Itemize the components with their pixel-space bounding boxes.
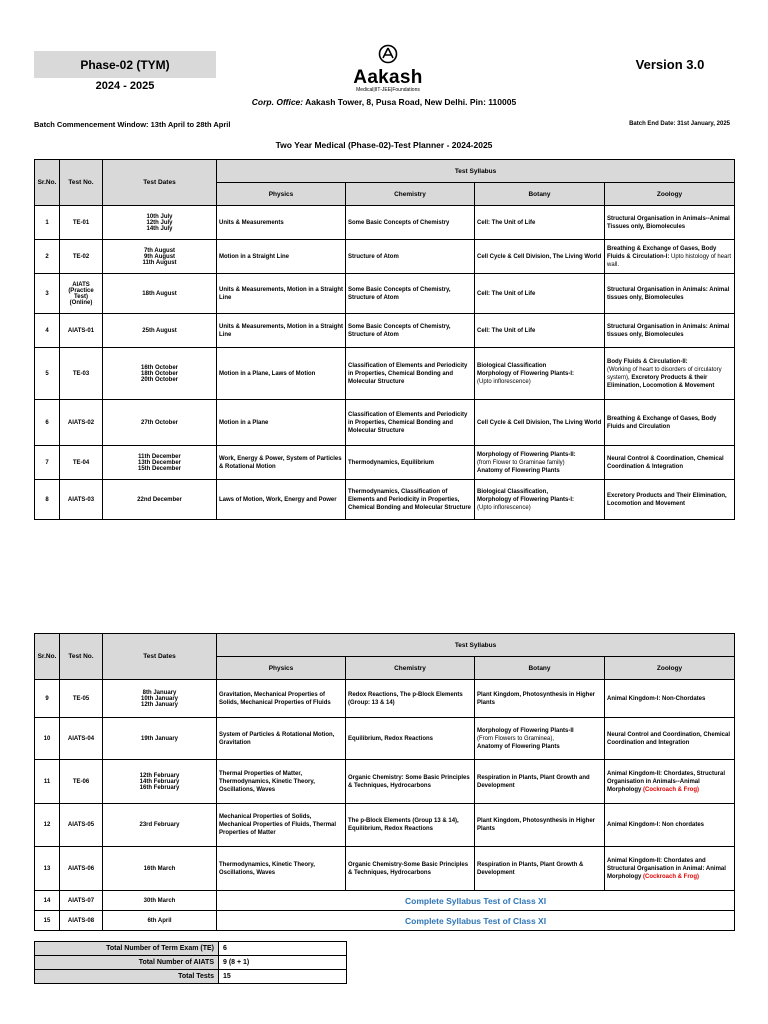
sr-no-cell: 8	[35, 480, 60, 520]
physics-syllabus-cell	[217, 446, 346, 480]
chemistry-syllabus-cell	[346, 480, 475, 520]
physics-topic: System of Particles & Rotational Motion, Gravitation	[219, 731, 335, 746]
test-dates-cell: 6th April	[103, 911, 217, 931]
zoology-syllabus-cell	[605, 206, 735, 240]
botany-topic: Cell Cycle & Cell Division, The Living World	[477, 253, 602, 260]
table-row	[35, 480, 735, 520]
test-dates-cell: 16th October 18th October 20th October	[103, 348, 217, 400]
zoology-topic: Animal Kingdom-II: Chordates, Structural Organisation in Animals--Animal Morphology	[607, 770, 726, 793]
sr-no-cell: 11	[35, 760, 60, 804]
physics-topic: Units & Measurements, Motion in a Straight Line	[219, 323, 344, 338]
full-syllabus-cell: Complete Syllabus Test of Class XI	[217, 911, 735, 931]
totals-label: Total Number of AIATS	[35, 956, 219, 970]
physics-header: Physics	[217, 183, 346, 206]
srno-header: Sr.No.	[35, 160, 60, 206]
physics-syllabus-cell	[217, 240, 346, 274]
zoology-topic: Structural Organisation in Animals: Animal tissues only, Biomolecules	[607, 286, 730, 301]
chemistry-topic: Equilibrium, Redox Reactions	[348, 735, 434, 742]
sr-no-cell: 7	[35, 446, 60, 480]
table-row	[35, 446, 735, 480]
zoology-header: Zoology	[605, 183, 735, 206]
physics-topic: Work, Energy & Power, System of Particles & Rotational Motion	[219, 455, 342, 470]
botany-header: Botany	[475, 183, 605, 206]
table-2-body	[35, 680, 735, 931]
zoology-topic: Neural Control & Coordination, Chemical Coordination & Integration	[607, 455, 724, 470]
table-row	[35, 348, 735, 400]
test-dates-cell: 16th March	[103, 847, 217, 891]
botany-topic: Cell: The Unit of Life	[477, 219, 536, 226]
sr-no-cell: 12	[35, 804, 60, 847]
chemistry-syllabus-cell	[346, 847, 475, 891]
botany-syllabus-cell	[475, 804, 605, 847]
zoology-topic: Breathing & Exchange of Gases, Body Fluids and Circulation	[607, 415, 717, 430]
test-no-cell: TE-05	[60, 680, 103, 718]
test-dates-cell: 12th February 14th February 16th February	[103, 760, 217, 804]
physics-topic: Gravitation, Mechanical Properties of Solids, Mechanical Properties of Fluids	[219, 691, 331, 706]
totals-label: Total Number of Term Exam (TE)	[35, 942, 219, 956]
botany-topic-extra: Anatomy of Flowering Plants	[477, 743, 560, 750]
test-no-cell: AIATS-05	[60, 804, 103, 847]
zoology-syllabus-cell	[605, 680, 735, 718]
zoology-topic: Body Fluids & Circulation-II:	[607, 358, 688, 365]
zoology-note: Upto histology of heart wall.	[607, 253, 732, 268]
table-row	[35, 911, 735, 931]
dates-header: Test Dates	[103, 634, 217, 680]
zoology-syllabus-cell	[605, 314, 735, 348]
sr-no-cell: 6	[35, 400, 60, 446]
zoology-topic: Animal Kingdom-I: Non chordates	[607, 822, 705, 828]
physics-syllabus-cell	[217, 480, 346, 520]
botany-syllabus-cell	[475, 314, 605, 348]
chemistry-syllabus-cell	[346, 274, 475, 314]
chemistry-syllabus-cell	[346, 718, 475, 760]
table-row	[35, 274, 735, 314]
physics-syllabus-cell	[217, 680, 346, 718]
corp-office-address: Aakash Tower, 8, Pusa Road, New Delhi. Pin: 110005	[305, 97, 517, 107]
table-row	[35, 804, 735, 847]
chemistry-syllabus-cell	[346, 314, 475, 348]
table-row	[35, 891, 735, 911]
chemistry-topic: Some Basic Concepts of Chemistry, Structure of Atom	[348, 323, 451, 338]
botany-topic: Plant Kingdom, Photosynthesis in Higher Plants	[477, 818, 596, 832]
zoology-topic: Animal Kingdom-II: Chordates and Structural Organisation in Animal: Animal Morphology	[607, 857, 726, 880]
botany-topic: Morphology of Flowering Plants-II:	[477, 451, 576, 458]
test-no-cell: AIATS-03	[60, 480, 103, 520]
sr-no-cell: 2	[35, 240, 60, 274]
chemistry-topic: Organic Chemistry-Some Basic Principles & Techniques, Hydrocarbons	[348, 861, 469, 876]
physics-syllabus-cell	[217, 206, 346, 240]
zoology-topic: Structural Organisation in Animals: Animal tissues only, Biomolecules	[607, 323, 730, 338]
totals-label: Total Tests	[35, 970, 219, 984]
zoology-topic-extra: Excretory Products & their Elimination, Locomotion & Movement	[607, 374, 715, 389]
zoology-syllabus-cell	[605, 240, 735, 274]
physics-topic: Units & Measurements, Motion in a Straight Line	[219, 286, 344, 301]
zoology-syllabus-cell	[605, 760, 735, 804]
chemistry-header: Chemistry	[346, 657, 475, 680]
chemistry-topic: Thermodynamics, Classification of Elements and Periodicity in Properties, Chemical Bonding and Molecular Structure	[348, 488, 472, 511]
srno-header: Sr.No.	[35, 634, 60, 680]
version-label: Version 3.0	[635, 57, 705, 72]
logo-emblem-icon	[377, 44, 399, 64]
chemistry-topic: Classification of Elements and Periodicity in Properties, Chemical Bonding and Molecular Structure	[348, 362, 468, 385]
physics-topic: Units & Measurements	[219, 219, 284, 226]
physics-topic: Thermal Properties of Matter, Thermodynamics, Kinetic Theory, Oscillations, Waves	[219, 770, 315, 793]
zoology-header: Zoology	[605, 657, 735, 680]
physics-topic: Mechanical Properties of Solids, Mechanical Properties of Fluids, Thermal Properties of Matter	[219, 814, 337, 836]
botany-topic: Biological Classification Morphology of Flowering Plants-I:	[477, 362, 574, 377]
botany-syllabus-cell	[475, 718, 605, 760]
sr-no-cell: 9	[35, 680, 60, 718]
test-dates-cell: 18th August	[103, 274, 217, 314]
test-dates-cell: 23rd February	[103, 804, 217, 847]
chemistry-topic: Thermodynamics, Equilibrium	[348, 459, 435, 466]
test-dates-cell: 22nd December	[103, 480, 217, 520]
chemistry-header: Chemistry	[346, 183, 475, 206]
zoology-topic: Animal Kingdom-I: Non-Chordates	[607, 695, 706, 702]
totals-row	[35, 942, 347, 956]
chemistry-topic: Organic Chemistry: Some Basic Principles & Techniques, Hydrocarbons	[348, 774, 470, 789]
sr-no-cell: 4	[35, 314, 60, 348]
botany-note: (Upto inflorescence)	[477, 504, 531, 511]
test-no-cell: TE-06	[60, 760, 103, 804]
botany-syllabus-cell	[475, 274, 605, 314]
test-no-cell: TE-03	[60, 348, 103, 400]
botany-syllabus-cell	[475, 760, 605, 804]
botany-syllabus-cell	[475, 680, 605, 718]
test-no-cell: TE-01	[60, 206, 103, 240]
sr-no-cell: 10	[35, 718, 60, 760]
totals-table	[34, 941, 347, 984]
test-planner-table-1	[34, 159, 735, 520]
chemistry-topic: Redox Reactions, The p-Block Elements (Group: 13 & 14)	[348, 691, 463, 706]
chemistry-syllabus-cell	[346, 206, 475, 240]
syllabus-header: Test Syllabus	[217, 634, 735, 657]
botany-topic: Respiration in Plants, Plant Growth and Development	[477, 774, 590, 789]
table-row	[35, 240, 735, 274]
totals-value: 9 (8 + 1)	[219, 956, 347, 970]
table-row	[35, 847, 735, 891]
botany-syllabus-cell	[475, 480, 605, 520]
zoology-syllabus-cell	[605, 847, 735, 891]
chemistry-syllabus-cell	[346, 446, 475, 480]
chemistry-syllabus-cell	[346, 400, 475, 446]
chemistry-syllabus-cell	[346, 348, 475, 400]
chemistry-syllabus-cell	[346, 240, 475, 274]
test-dates-cell: 27th October	[103, 400, 217, 446]
chemistry-topic: Some Basic Concepts of Chemistry	[348, 219, 450, 226]
zoology-topic: Excretory Products and Their Elimination, Locomotion and Movement	[607, 492, 727, 507]
test-no-cell: AIATS-01	[60, 314, 103, 348]
physics-syllabus-cell	[217, 804, 346, 847]
physics-syllabus-cell	[217, 718, 346, 760]
botany-note: (from Flower to Graminae family)	[477, 459, 565, 466]
corp-office	[0, 97, 768, 107]
chemistry-syllabus-cell	[346, 760, 475, 804]
test-dates-cell: 25th August	[103, 314, 217, 348]
dates-header: Test Dates	[103, 160, 217, 206]
botany-topic: Respiration in Plants, Plant Growth & Development	[477, 861, 584, 876]
zoology-syllabus-cell	[605, 348, 735, 400]
botany-syllabus-cell	[475, 400, 605, 446]
test-dates-cell: 7th August 9th August 11th August	[103, 240, 217, 274]
planner-title: Two Year Medical (Phase-02)-Test Planner - 2024-2025	[275, 140, 493, 150]
sr-no-cell: 5	[35, 348, 60, 400]
test-dates-cell: 11th December 13th December 15th December	[103, 446, 217, 480]
physics-topic: Motion in a Plane, Laws of Motion	[219, 370, 316, 377]
botany-topic: Cell: The Unit of Life	[477, 290, 536, 297]
zoology-highlight: (Cockroach & Frog)	[641, 786, 699, 793]
zoology-topic: Neural Control and Coordination, Chemical Coordination and Integration	[607, 731, 731, 746]
totals-row	[35, 956, 347, 970]
physics-syllabus-cell	[217, 348, 346, 400]
physics-topic: Motion in a Straight Line	[219, 253, 289, 260]
botany-syllabus-cell	[475, 847, 605, 891]
batch-window: Batch Commencement Window: 13th April to 28th April	[34, 120, 231, 129]
batch-end-date: Batch End Date: 31st January, 2025	[629, 121, 730, 127]
botany-syllabus-cell	[475, 446, 605, 480]
chemistry-syllabus-cell	[346, 680, 475, 718]
zoology-topic: Structural Organisation in Animals--Animal Tissues only, Biomolecules	[607, 215, 730, 230]
logo-wordmark: Aakash	[353, 67, 423, 88]
table-row	[35, 206, 735, 240]
sr-no-cell: 15	[35, 911, 60, 931]
zoology-syllabus-cell	[605, 446, 735, 480]
botany-syllabus-cell	[475, 240, 605, 274]
chemistry-topic: The p-Block Elements (Group 13 & 14), Equilibrium, Redox Reactions	[348, 818, 459, 832]
syllabus-header: Test Syllabus	[217, 160, 735, 183]
aakash-logo	[338, 44, 438, 92]
zoology-highlight: (Cockroach & Frog)	[641, 873, 699, 880]
chemistry-topic: Structure of Atom	[348, 253, 399, 260]
test-planner-table-2	[34, 633, 735, 931]
table-row	[35, 680, 735, 718]
botany-topic: Biological Classification, Morphology of Flowering Plants-I:	[477, 488, 574, 503]
academic-year: 2024 - 2025	[95, 80, 155, 92]
physics-syllabus-cell	[217, 400, 346, 446]
test-no-cell: AIATS (Practice Test) (Online)	[60, 274, 103, 314]
botany-note: (From Flowers to Graminea),	[477, 735, 555, 742]
testno-header: Test No.	[60, 160, 103, 206]
sr-no-cell: 1	[35, 206, 60, 240]
physics-topic: Thermodynamics, Kinetic Theory, Oscillations, Waves	[219, 861, 315, 876]
sr-no-cell: 14	[35, 891, 60, 911]
chemistry-syllabus-cell	[346, 804, 475, 847]
totals-value: 6	[219, 942, 347, 956]
zoology-topic: Breathing & Exchange of Gases, Body Fluids & Circulation-I:	[607, 245, 717, 260]
test-no-cell: AIATS-06	[60, 847, 103, 891]
botany-note: (Upto inflorescence)	[477, 378, 531, 385]
test-no-cell: TE-02	[60, 240, 103, 274]
test-no-cell: AIATS-08	[60, 911, 103, 931]
zoology-syllabus-cell	[605, 400, 735, 446]
totals-row	[35, 970, 347, 984]
test-dates-cell: 8th January 10th January 12th January	[103, 680, 217, 718]
chemistry-topic: Classification of Elements and Periodicity in Properties, Chemical Bonding and Molecular Structure	[348, 411, 468, 434]
logo-tagline: Medical|IIT-JEE|Foundations	[356, 87, 420, 93]
full-syllabus-cell: Complete Syllabus Test of Class XI	[217, 891, 735, 911]
botany-topic: Plant Kingdom, Photosynthesis in Higher Plants	[477, 691, 596, 706]
sr-no-cell: 3	[35, 274, 60, 314]
botany-syllabus-cell	[475, 206, 605, 240]
table-1-body	[35, 206, 735, 520]
test-no-cell: TE-04	[60, 446, 103, 480]
physics-syllabus-cell	[217, 274, 346, 314]
test-dates-cell: 10th July 12th July 14th July	[103, 206, 217, 240]
corp-office-label: Corp. Office:	[251, 97, 304, 107]
test-no-cell: AIATS-02	[60, 400, 103, 446]
botany-topic: Morphology of Flowering Plants-II	[477, 727, 574, 734]
table-row	[35, 400, 735, 446]
test-dates-cell: 30th March	[103, 891, 217, 911]
physics-syllabus-cell	[217, 314, 346, 348]
test-no-cell: AIATS-04	[60, 718, 103, 760]
zoology-syllabus-cell	[605, 480, 735, 520]
botany-topic: Cell: The Unit of Life	[477, 327, 536, 334]
zoology-syllabus-cell	[605, 274, 735, 314]
testno-header: Test No.	[60, 634, 103, 680]
table-row	[35, 718, 735, 760]
totals-value: 15	[219, 970, 347, 984]
test-dates-cell: 19th January	[103, 718, 217, 760]
totals-body	[35, 942, 347, 984]
table-row	[35, 314, 735, 348]
physics-syllabus-cell	[217, 847, 346, 891]
sr-no-cell: 13	[35, 847, 60, 891]
table-row	[35, 760, 735, 804]
physics-syllabus-cell	[217, 760, 346, 804]
chemistry-topic: Some Basic Concepts of Chemistry, Structure of Atom	[348, 286, 451, 301]
botany-topic-extra: Anatomy of Flowering Plants	[477, 467, 560, 474]
zoology-syllabus-cell	[605, 804, 735, 847]
physics-topic: Motion in a Plane	[219, 419, 269, 426]
physics-header: Physics	[217, 657, 346, 680]
phase-label: Phase-02 (TYM)	[34, 51, 216, 78]
botany-syllabus-cell	[475, 348, 605, 400]
test-no-cell: AIATS-07	[60, 891, 103, 911]
physics-topic: Laws of Motion, Work, Energy and Power	[219, 496, 337, 503]
botany-topic: Cell Cycle & Cell Division, The Living World	[477, 419, 602, 426]
zoology-note: (Working of heart to disorders of circulatory system),	[607, 366, 722, 381]
botany-header: Botany	[475, 657, 605, 680]
zoology-syllabus-cell	[605, 718, 735, 760]
